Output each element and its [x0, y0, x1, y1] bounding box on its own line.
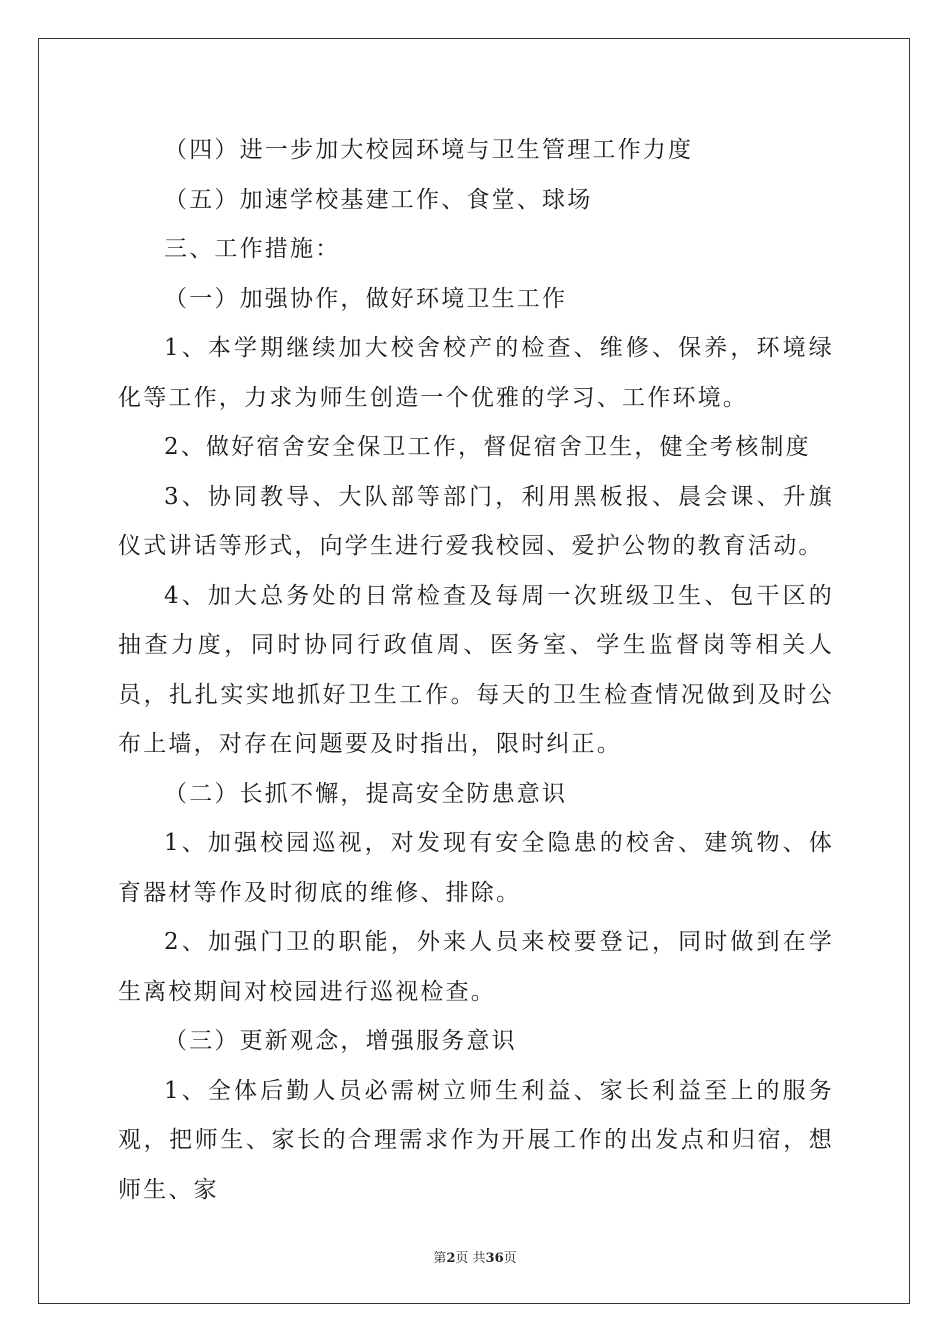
paragraph-item-1-1: 1、本学期继续加大校舍校产的检查、维修、保养，环境绿化等工作，力求为师生创造一个优雅的学习、工作环境。: [118, 335, 834, 411]
current-page-number: 2: [446, 1251, 456, 1266]
document-body: [118, 126, 834, 1215]
subsection-heading-3: （三）更新观念，增强服务意识: [164, 1028, 517, 1054]
total-pages-number: 36: [485, 1251, 504, 1266]
paragraph-item-2-1: 1、加强校园巡视，对发现有安全隐患的校舍、建筑物、体育器材等作及时彻底的维修、排除。: [118, 830, 834, 906]
page-footer: [0, 1247, 950, 1266]
paragraph-item-1-4: 4、加大总务处的日常检查及每周一次班级卫生、包干区的抽查力度，同时协同行政值周、医务室、学生监督岗等相关人员，扎扎实实地抓好卫生工作。每天的卫生检查情况做到及时公布上墙，对存在问题要及时指出，限时纠正。: [118, 582, 834, 757]
paragraph-item-1-2: 2、做好宿舍安全保卫工作，督促宿舍卫生，健全考核制度: [164, 434, 811, 460]
measures-heading: 三、工作措施：: [164, 236, 341, 262]
section-heading-4: （四）进一步加大校园环境与卫生管理工作力度: [164, 137, 694, 163]
subsection-heading-1: （一）加强协作，做好环境卫生工作: [164, 285, 568, 312]
paragraph-item-3-1: 1、全体后勤人员必需树立师生利益、家长利益至上的服务观，把师生、家长的合理需求作为开展工作的出发点和归宿，想师生、家: [118, 1077, 834, 1203]
paragraph-item-1-3: 3、协同教导、大队部等部门，利用黑板报、晨会课、升旗仪式讲话等形式，向学生进行爱我校园、爱护公物的教育活动。: [118, 483, 834, 559]
subsection-heading-2: （二）长抓不懈，提高安全防患意识: [164, 780, 568, 807]
paragraph-item-2-2: 2、加强门卫的职能，外来人员来校要登记，同时做到在学生离校期间对校园进行巡视检查。: [118, 929, 834, 1005]
footer-suffix: 页: [503, 1251, 517, 1266]
section-heading-5: （五）加速学校基建工作、食堂、球场: [164, 186, 593, 213]
footer-middle: 页 共: [455, 1251, 486, 1266]
footer-prefix: 第: [433, 1251, 447, 1266]
